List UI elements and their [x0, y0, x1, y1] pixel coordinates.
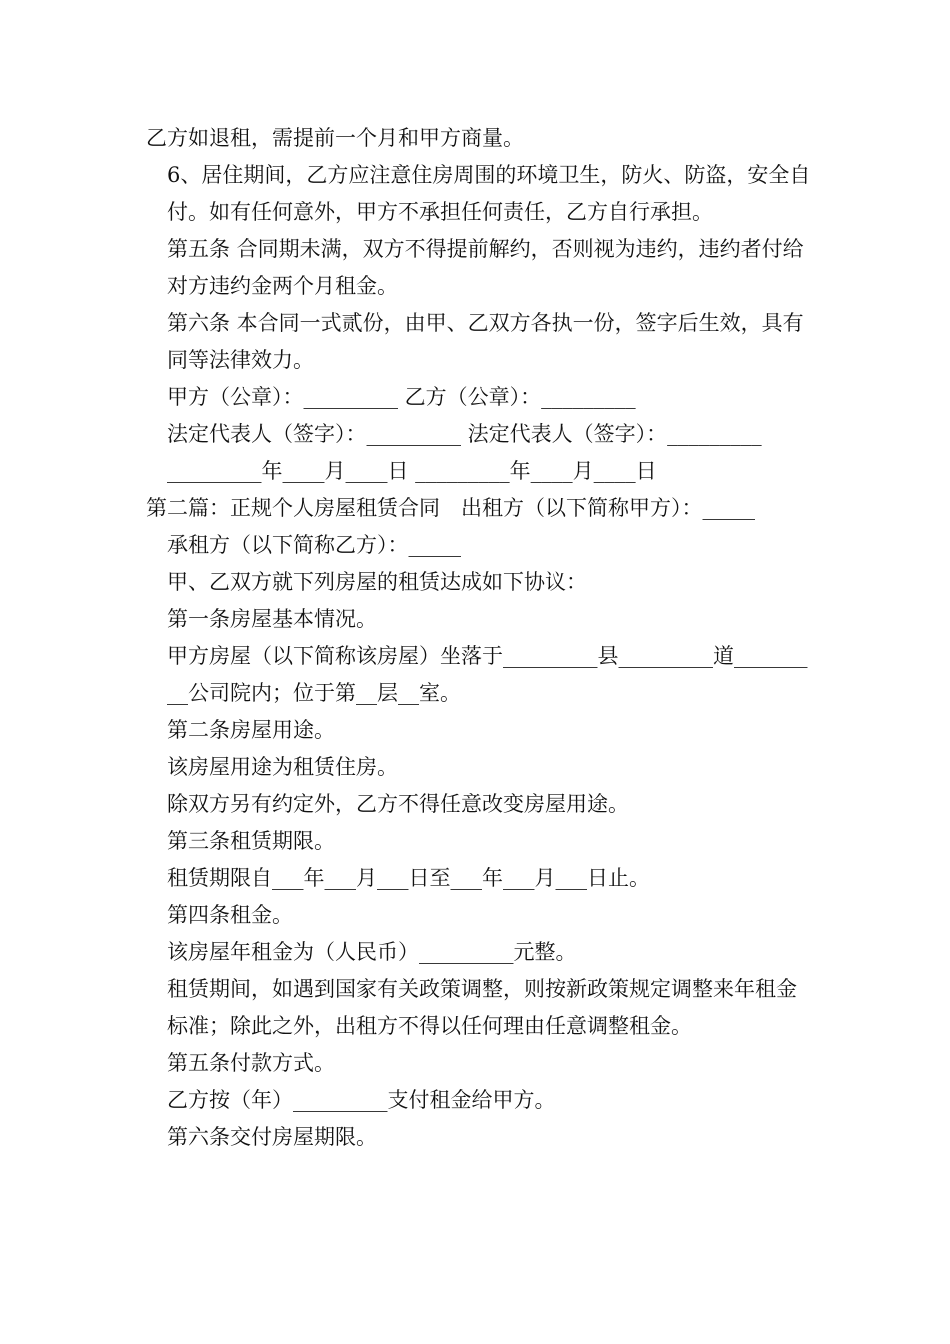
paragraph-3: 第五条 合同期未满，双方不得提前解约，否则视为违约，违约者付给对方违约金两个月租金。	[167, 237, 804, 298]
paragraph-17: 租赁期限自___年___月___日至___年___月___日止。	[167, 866, 650, 890]
paragraph-23: 第六条交付房屋期限。	[167, 1125, 377, 1149]
paragraph-9: 承租方（以下简称乙方）：_____	[167, 533, 461, 557]
paragraph-22: 乙方按（年）_________支付租金给甲方。	[167, 1088, 556, 1112]
paragraph-20: 租赁期间，如遇到国家有关政策调整，则按新政策规定调整来年租金标准；除此之外，出租方不得以任何理由任意调整租金。	[167, 977, 797, 1038]
paragraph-13: 第二条房屋用途。	[167, 718, 335, 742]
paragraph-2: 6、居住期间，乙方应注意住房周围的环境卫生，防火、防盗，安全自付。如有任何意外，甲方不承担任何责任，乙方自行承担。	[167, 163, 811, 224]
paragraph-6: 法定代表人（签字）：_________ 法定代表人（签字）：_________	[167, 422, 762, 446]
paragraph-19: 该房屋年租金为（人民币）_________元整。	[167, 940, 577, 964]
paragraph-5: 甲方（公章）：_________ 乙方（公章）：_________	[167, 385, 636, 409]
document-body	[146, 120, 812, 1156]
paragraph-1: 乙方如退租，需提前一个月和甲方商量。	[146, 126, 524, 150]
paragraph-7: _________年____月____日 _________年____月____日	[167, 459, 657, 483]
paragraph-8: 第二篇：正规个人房屋租赁合同 出租方（以下简称甲方）：_____	[146, 496, 755, 520]
paragraph-14: 该房屋用途为租赁住房。	[167, 755, 398, 779]
paragraph-4: 第六条 本合同一式贰份，由甲、乙双方各执一份，签字后生效，具有同等法律效力。	[167, 311, 804, 372]
paragraph-18: 第四条租金。	[167, 903, 293, 927]
paragraph-11: 第一条房屋基本情况。	[167, 607, 377, 631]
paragraph-10: 甲、乙双方就下列房屋的租赁达成如下协议：	[167, 570, 587, 594]
paragraph-21: 第五条付款方式。	[167, 1051, 335, 1075]
paragraph-12: 甲方房屋（以下简称该房屋）坐落于_________县_________道_________公司院内；位于第__层__室。	[167, 644, 808, 705]
paragraph-15: 除双方另有约定外，乙方不得任意改变房屋用途。	[167, 792, 629, 816]
paragraph-16: 第三条租赁期限。	[167, 829, 335, 853]
